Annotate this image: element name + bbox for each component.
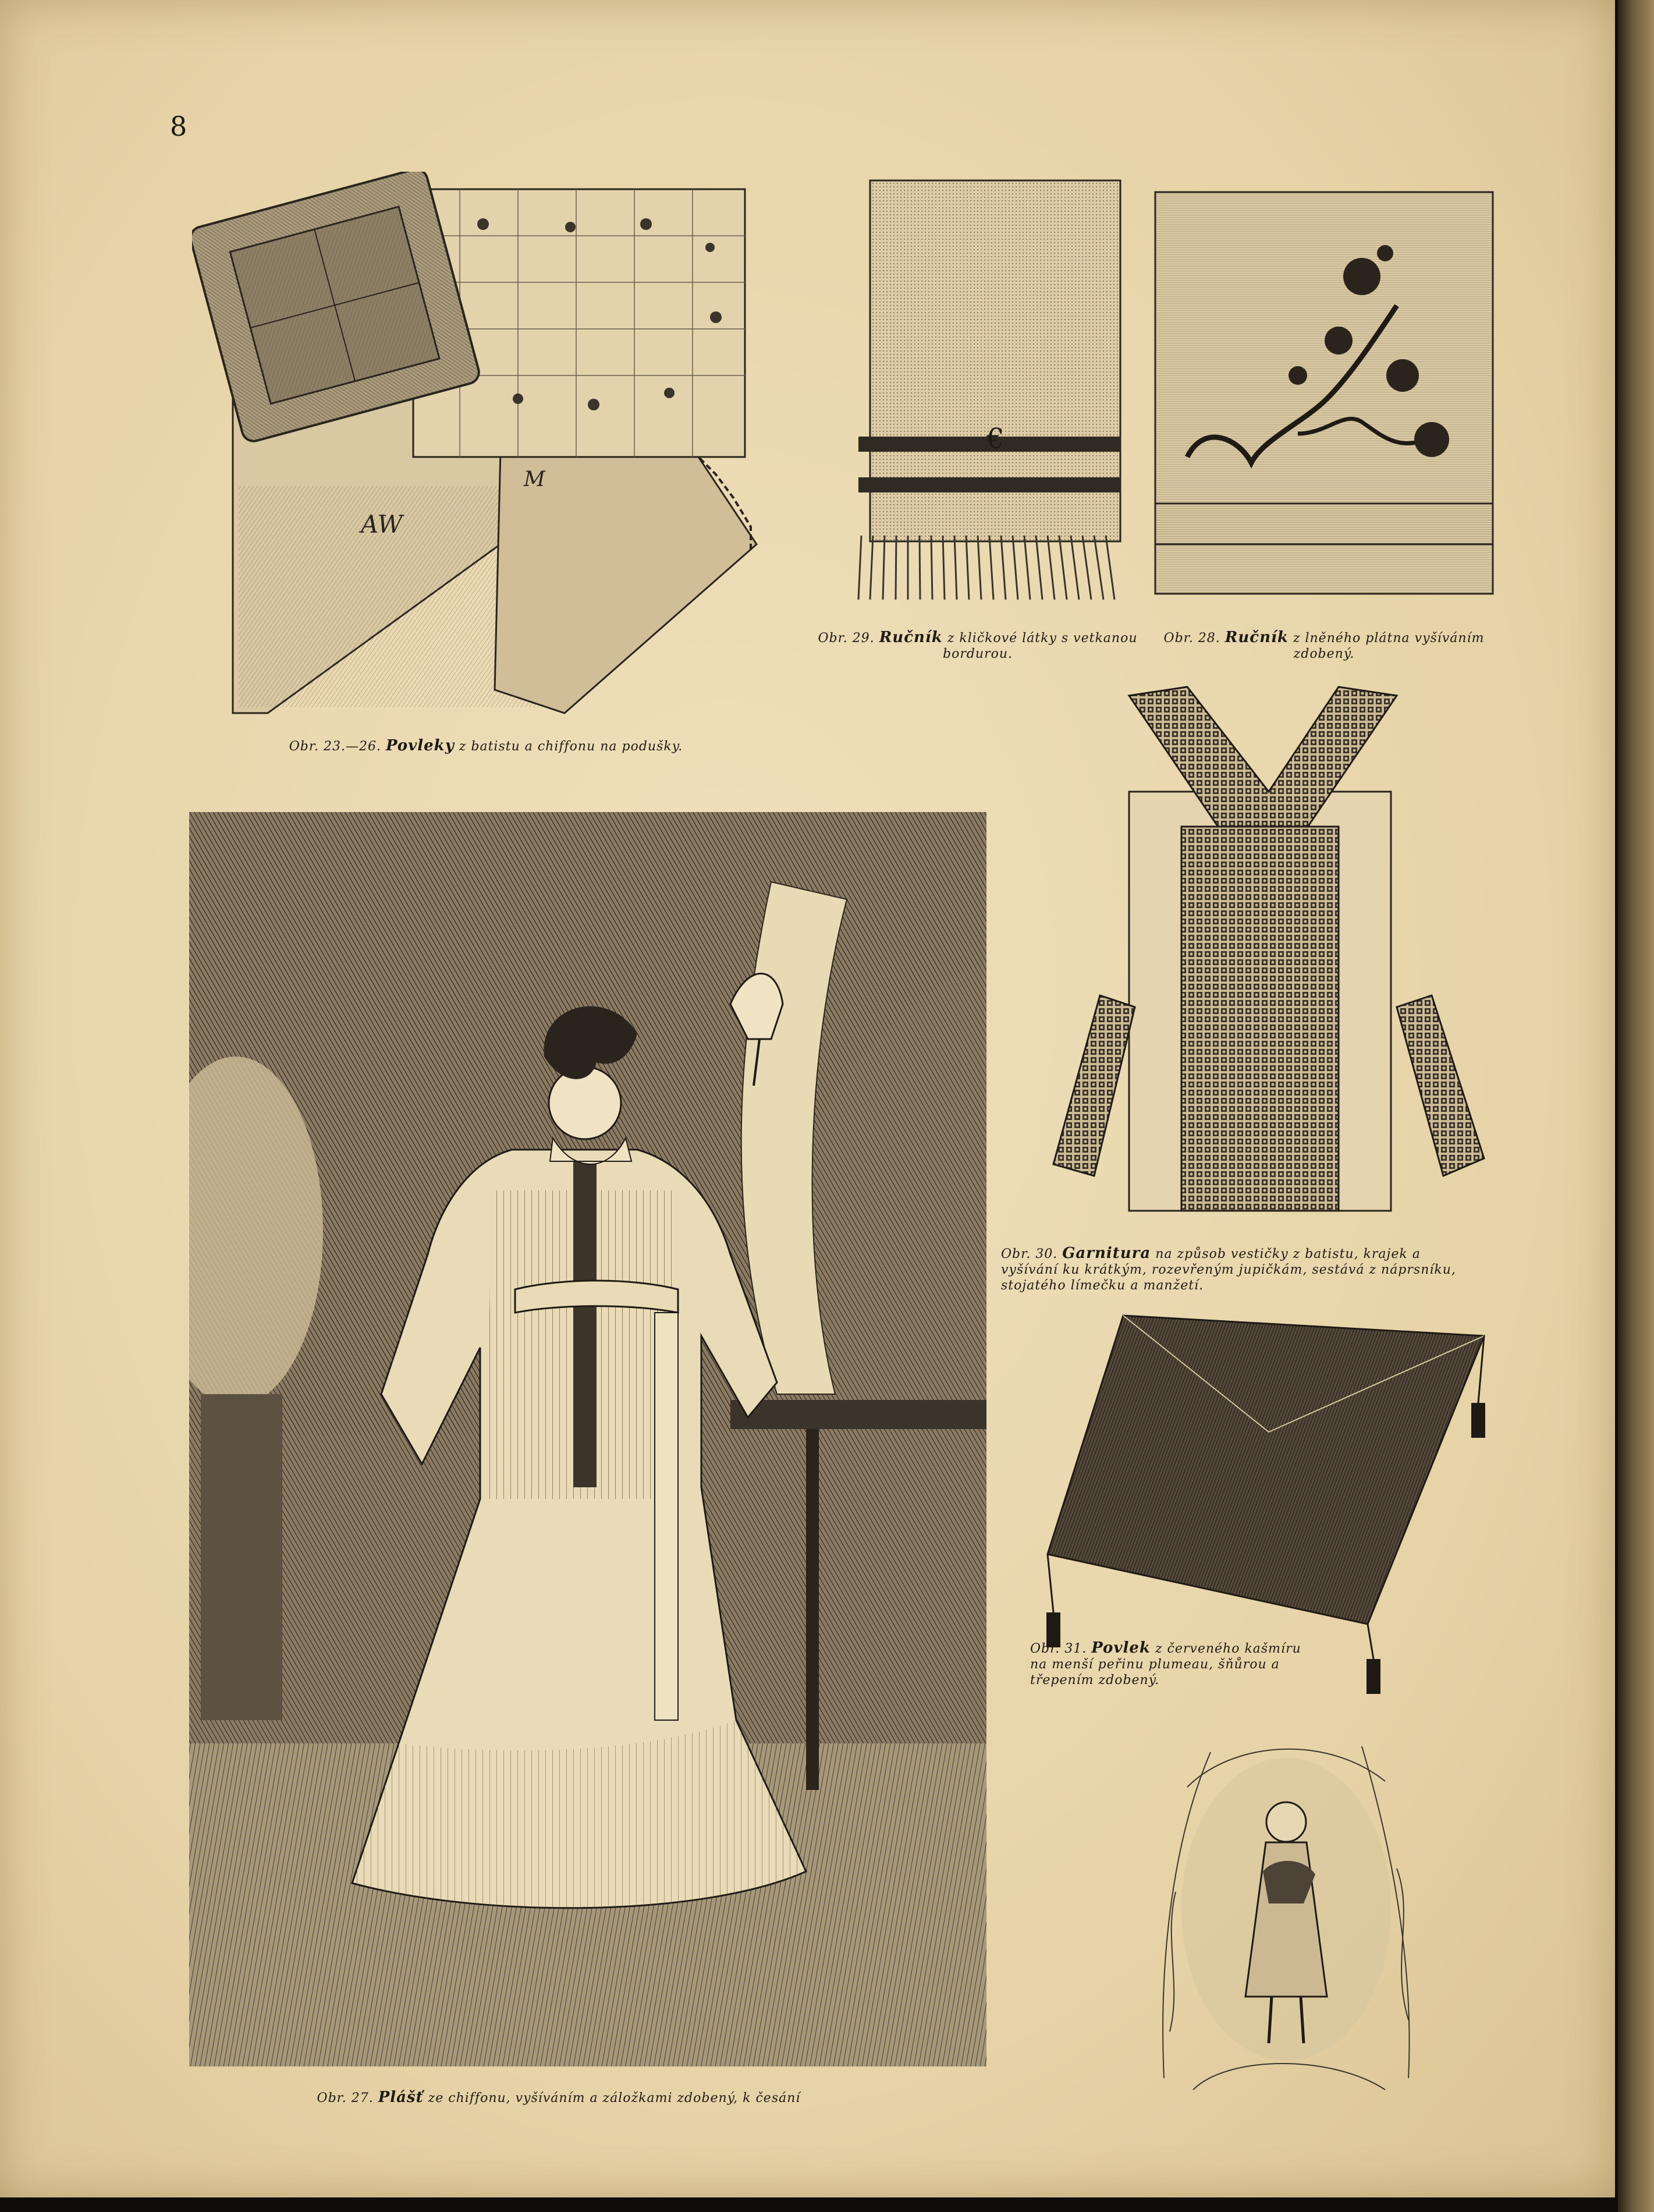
svg-text:M: M [524,467,545,491]
caption-text: z kličkové látky s vetkanou bordurou. [942,631,1138,661]
caption-text: z batistu a chiffonu na podušky. [459,739,683,754]
caption-number: Obr. 28. [1163,631,1220,646]
caption-text: ze chiffonu, vyšíváním a záložkami zdobený, k česání [428,2091,801,2105]
caption-title: Ručník [1224,629,1289,646]
caption-number: Obr. 30. [1001,1247,1058,1261]
bottom-scan-edge-right [960,2197,1618,2212]
towel-28-illustration [1152,189,1496,597]
robe-27-illustration [189,812,986,2066]
caption-fig-27 [274,2090,844,2106]
caption-number: Obr. 27. [317,2091,374,2105]
caption-text: z červeného kašmíru na menší peřinu plumeau, šňůrou a třepením zdobený. [1030,1642,1301,1688]
caption-number: Obr. 23.—26. [289,739,381,754]
caption-fig-29 [815,630,1141,662]
caption-number: Obr. 31. [1030,1642,1087,1656]
caption-text: z lněného plátna vyšíváním zdobený. [1293,631,1485,661]
caption-number: Obr. 29. [818,631,875,646]
next-page-edge [1618,0,1654,2212]
caption-title: Ručník [879,629,943,646]
caption-fig-30 [1001,1246,1467,1293]
child-vignette-illustration [1141,1717,1432,2101]
caption-title: Plášť [378,2089,424,2106]
caption-title: Povlek [1091,1639,1151,1657]
towel-29-illustration [847,175,1126,605]
bottom-scan-edge-left [0,2197,663,2212]
garniture-30-illustration [1024,681,1496,1222]
svg-text:AW: AW [361,510,403,538]
page-number: 8 [170,111,187,142]
caption-title: Povleky [385,737,455,754]
caption-fig-23-26 [244,738,727,754]
caption-fig-31 [1030,1640,1309,1688]
caption-fig-28 [1152,630,1496,662]
svg-text:€: € [986,423,1005,455]
caption-title: Garnitura [1062,1245,1151,1262]
pillowcases-illustration [192,172,762,719]
caption-text: na způsob vestičky z batistu, krajek a vyšívání ku krátkým, rozevřeným jupičkám, sestává z náprsníku, stojatého límečku a manžetí. [1001,1247,1456,1293]
